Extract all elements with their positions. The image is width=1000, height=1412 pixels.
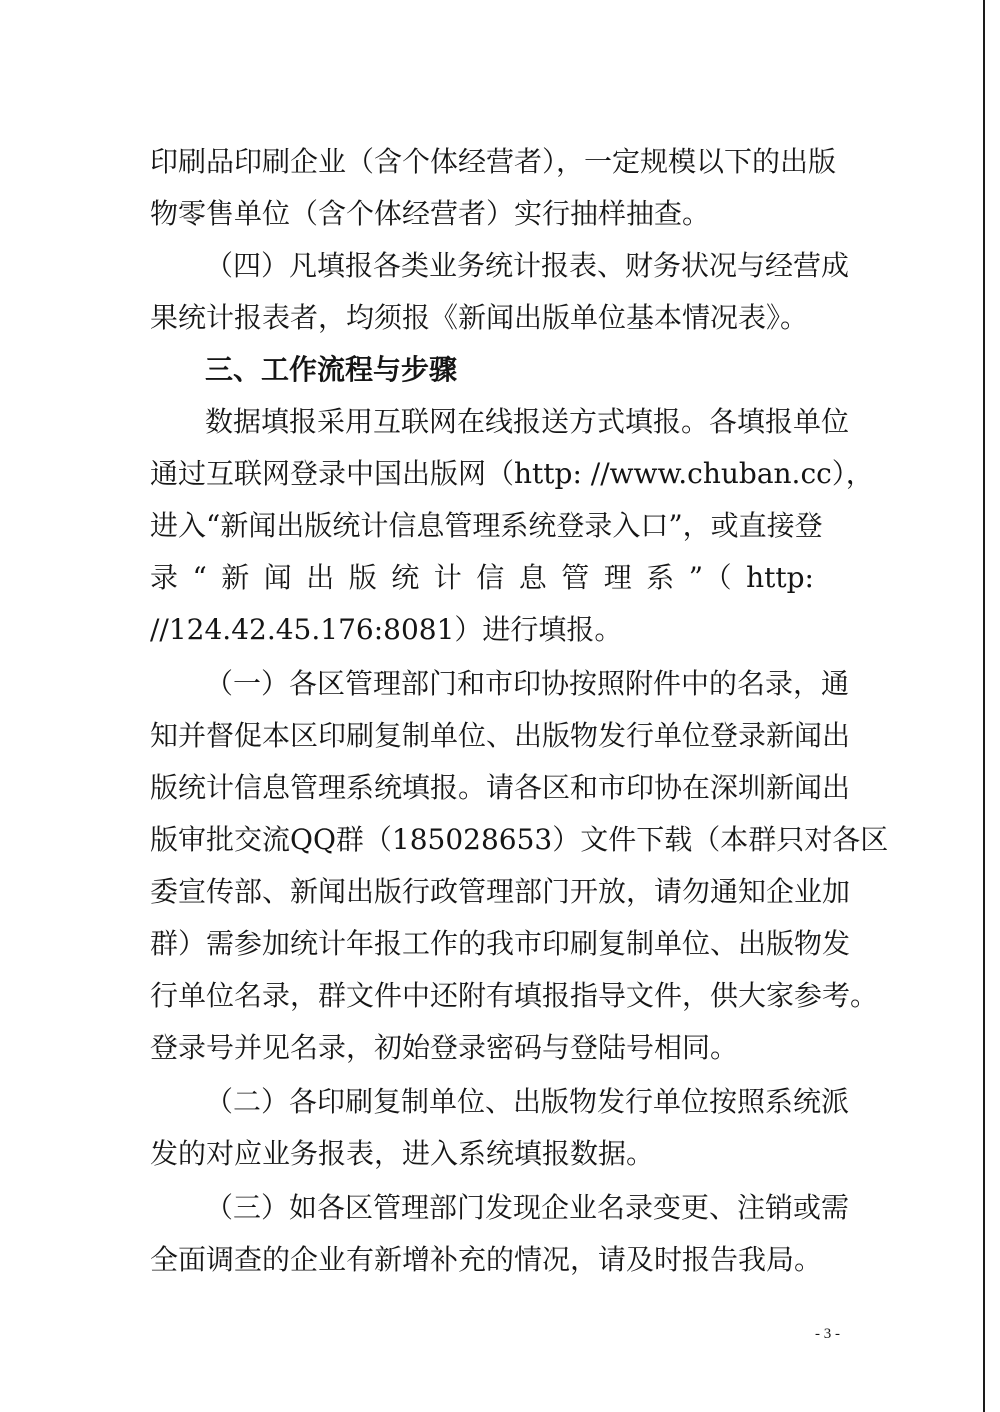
paragraph-line: 印刷品印刷企业（含个体经营者），一定规模以下的出版 — [150, 145, 837, 178]
paragraph-line: 版审批交流QQ群（185028653）文件下载（本群只对各区 — [150, 823, 889, 856]
paragraph-line: 果统计报表者，均须报《新闻出版单位基本情况表》。 — [150, 301, 809, 334]
paragraph-line: 知并督促本区印刷复制单位、出版物发行单位登录新闻出 — [150, 719, 851, 752]
section-heading: 三、工作流程与步骤 — [205, 353, 458, 386]
paragraph-line: 进入“新闻出版统计信息管理系统登录入口”，或直接登 — [150, 509, 823, 542]
page-number: - 3 - — [815, 1326, 840, 1342]
paragraph-line: 登录号并见名录，初始登录密码与登陆号相同。 — [150, 1031, 739, 1064]
paragraph-line: 版统计信息管理系统填报。请各区和市印协在深圳新闻出 — [150, 771, 851, 804]
paragraph-line: （一）各区管理部门和市印协按照附件中的名录，通 — [205, 667, 850, 700]
paragraph-line: 全面调查的企业有新增补充的情况，请及时报告我局。 — [150, 1243, 823, 1276]
paragraph-line: 委宣传部、新闻出版行政管理部门开放，请勿通知企业加 — [150, 875, 851, 908]
paragraph-line: （四）凡填报各类业务统计报表、财务状况与经营成 — [205, 249, 850, 282]
paragraph-line: （二）各印刷复制单位、出版物发行单位按照系统派 — [205, 1085, 850, 1118]
paragraph-line: 录“新闻出版统计信息管理系”（http: — [150, 561, 814, 594]
paragraph-line: 行单位名录，群文件中还附有填报指导文件，供大家参考。 — [150, 979, 879, 1012]
paragraph-line: 群）需参加统计年报工作的我市印刷复制单位、出版物发 — [150, 927, 851, 960]
paragraph-line: //124.42.45.176:8081）进行填报。 — [150, 613, 623, 646]
paragraph-line: 发的对应业务报表，进入系统填报数据。 — [150, 1137, 655, 1170]
paragraph-line: （三）如各区管理部门发现企业名录变更、注销或需 — [205, 1191, 850, 1224]
paragraph-line: 通过互联网登录中国出版网（http: //www.chuban.cc）， — [150, 457, 874, 490]
paragraph-line: 物零售单位（含个体经营者）实行抽样抽查。 — [150, 197, 711, 230]
paragraph-line: 数据填报采用互联网在线报送方式填报。各填报单位 — [205, 405, 850, 438]
